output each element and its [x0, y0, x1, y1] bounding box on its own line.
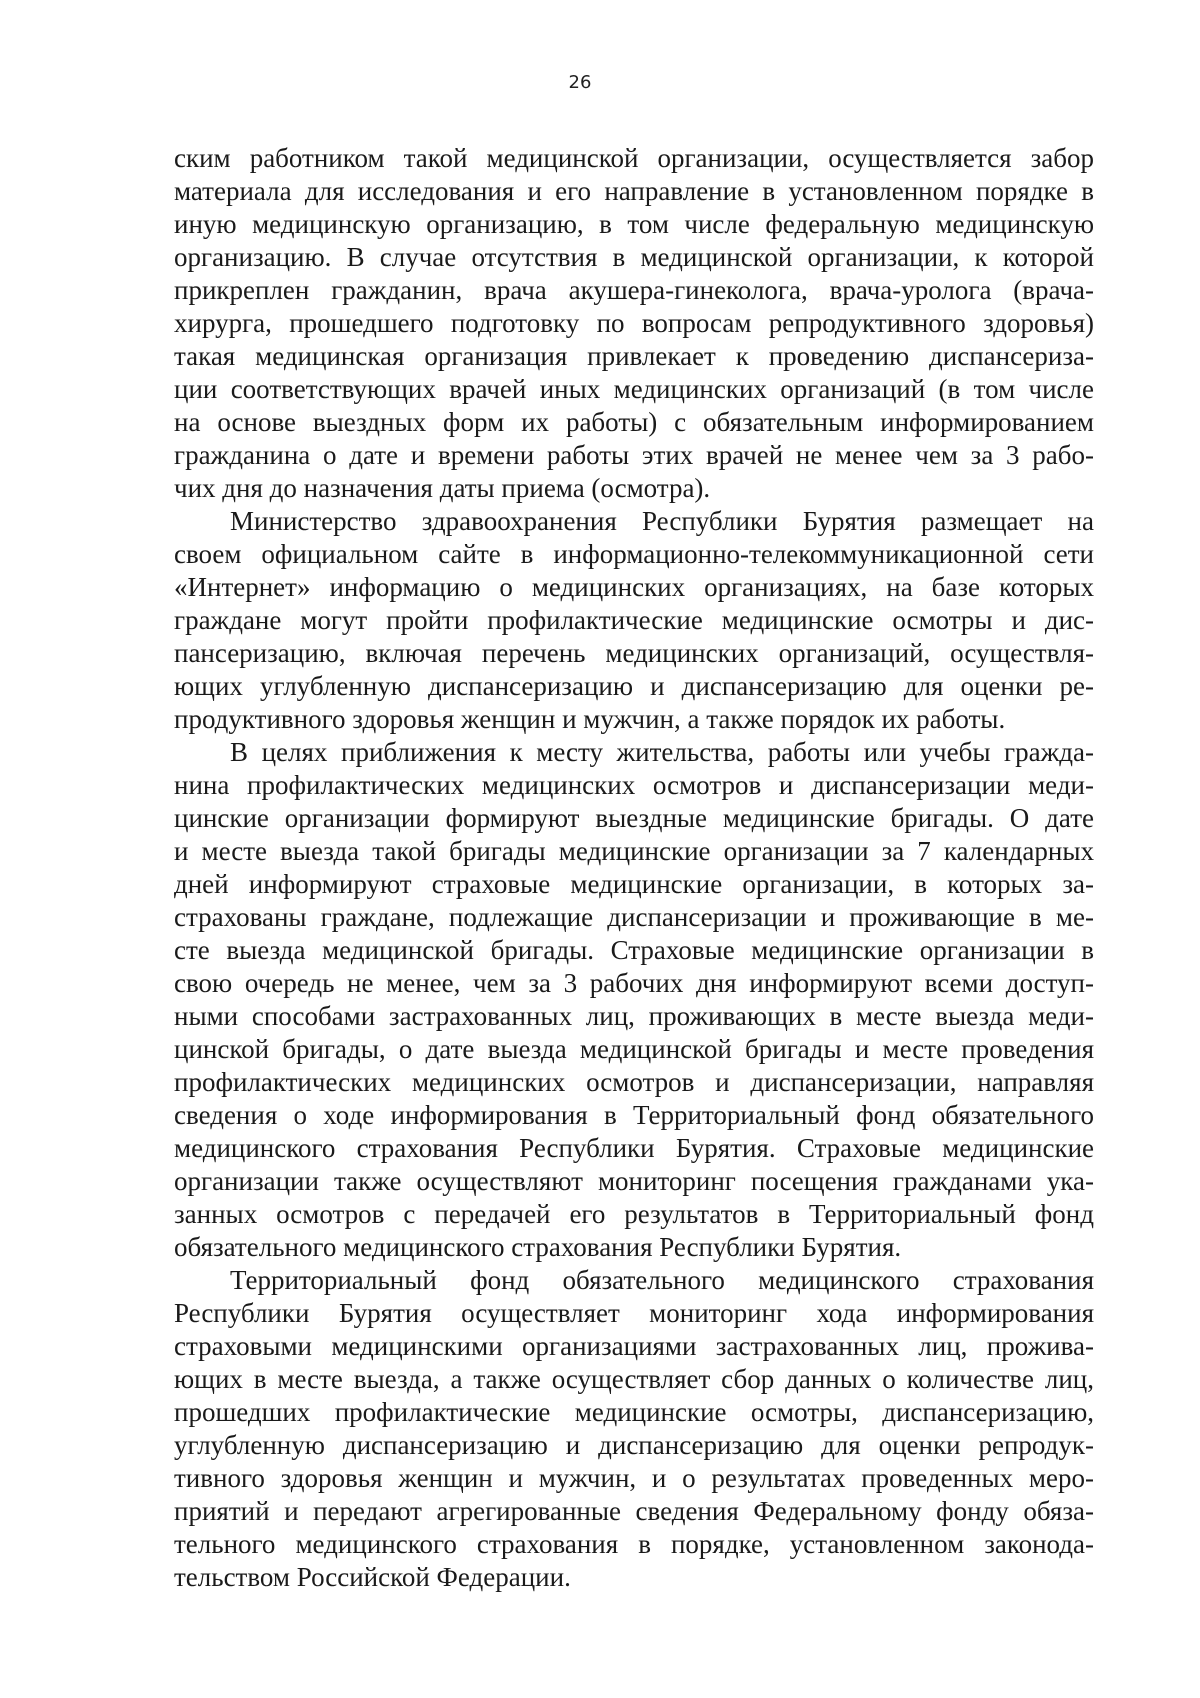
text-line: Республики Бурятия осуществляет мониторинг хода информирования [174, 1298, 1094, 1328]
paragraph-1 [174, 142, 1094, 505]
text-line: продуктивного здоровья женщин и мужчин, а также порядок их работы. [174, 704, 1006, 734]
document-body [174, 142, 1094, 1594]
text-line: тельством Российской Федерации. [174, 1562, 571, 1592]
text-line: тивного здоровья женщин и мужчин, и о результатах проведенных меро- [174, 1463, 1094, 1493]
text-line: ским работником такой медицинской организации, осуществляется забор [174, 143, 1094, 173]
text-line: приятий и передают агрегированные сведения Федеральному фонду обяза- [174, 1496, 1094, 1526]
text-line: обязательного медицинского страхования Республики Бурятия. [174, 1232, 902, 1262]
text-line: материала для исследования и его направление в установленном порядке в [174, 176, 1094, 206]
text-line: «Интернет» информацию о медицинских организациях, на базе которых [174, 572, 1094, 602]
text-line: В целях приближения к месту жительства, работы или учебы гражда- [230, 737, 1094, 767]
text-line: ными способами застрахованных лиц, проживающих в месте выезда меди- [174, 1001, 1094, 1031]
text-line: Территориальный фонд обязательного медицинского страхования [230, 1265, 1094, 1295]
text-line: чих дня до назначения даты приема (осмотра). [174, 473, 711, 503]
text-line: организацию. В случае отсутствия в медицинской организации, к которой [174, 242, 1094, 272]
text-line: дней информируют страховые медицинские организации, в которых за- [174, 869, 1094, 899]
text-line: Министерство здравоохранения Республики Бурятия размещает на [230, 506, 1094, 536]
text-line: прикреплен гражданин, врача акушера-гинеколога, врача-уролога (врача- [174, 275, 1094, 305]
text-line: сведения о ходе информирования в Территориальный фонд обязательного [174, 1100, 1094, 1130]
text-line: занных осмотров с передачей его результатов в Территориальный фонд [174, 1199, 1094, 1229]
text-line: и месте выезда такой бригады медицинские организации за 7 календарных [174, 836, 1094, 866]
text-line: цинские организации формируют выездные медицинские бригады. О дате [174, 803, 1094, 833]
text-line: профилактических медицинских осмотров и диспансеризации, направляя [174, 1067, 1094, 1097]
text-line: пансеризацию, включая перечень медицинских организаций, осуществля- [174, 638, 1094, 668]
text-line: такая медицинская организация привлекает к проведению диспансериза- [174, 341, 1094, 371]
text-line: своем официальном сайте в информационно-телекоммуникационной сети [174, 539, 1094, 569]
text-line: прошедших профилактические медицинские осмотры, диспансеризацию, [174, 1397, 1094, 1427]
text-line: страхованы граждане, подлежащие диспансеризации и проживающие в ме- [174, 902, 1094, 932]
text-line: иную медицинскую организацию, в том числе федеральную медицинскую [174, 209, 1094, 239]
page-number: 26 [568, 72, 592, 93]
text-line: ющих углубленную диспансеризацию и диспансеризацию для оценки ре- [174, 671, 1094, 701]
text-line: цинской бригады, о дате выезда медицинской бригады и месте проведения [174, 1034, 1094, 1064]
text-line: углубленную диспансеризацию и диспансеризацию для оценки репродук- [174, 1430, 1094, 1460]
text-line: свою очередь не менее, чем за 3 рабочих дня информируют всеми доступ- [174, 968, 1094, 998]
text-line: страховыми медицинскими организациями застрахованных лиц, прожива- [174, 1331, 1094, 1361]
text-line: нина профилактических медицинских осмотров и диспансеризации меди- [174, 770, 1094, 800]
text-line: граждане могут пройти профилактические медицинские осмотры и дис- [174, 605, 1094, 635]
text-line: медицинского страхования Республики Бурятия. Страховые медицинские [174, 1133, 1094, 1163]
text-line: организации также осуществляют мониторинг посещения гражданами ука- [174, 1166, 1094, 1196]
text-line: тельного медицинского страхования в порядке, установленном законода- [174, 1529, 1094, 1559]
paragraph-4 [174, 1264, 1094, 1594]
text-line: ющих в месте выезда, а также осуществляет сбор данных о количестве лиц, [174, 1364, 1094, 1394]
text-line: гражданина о дате и времени работы этих врачей не менее чем за 3 рабо- [174, 440, 1094, 470]
text-line: на основе выездных форм их работы) с обязательным информированием [174, 407, 1094, 437]
text-line: ции соответствующих врачей иных медицинских организаций (в том числе [174, 374, 1094, 404]
text-line: хирурга, прошедшего подготовку по вопросам репродуктивного здоровья) [174, 308, 1094, 338]
paragraph-2 [174, 505, 1094, 736]
paragraph-3 [174, 736, 1094, 1264]
text-line: сте выезда медицинской бригады. Страховые медицинские организации в [174, 935, 1094, 965]
